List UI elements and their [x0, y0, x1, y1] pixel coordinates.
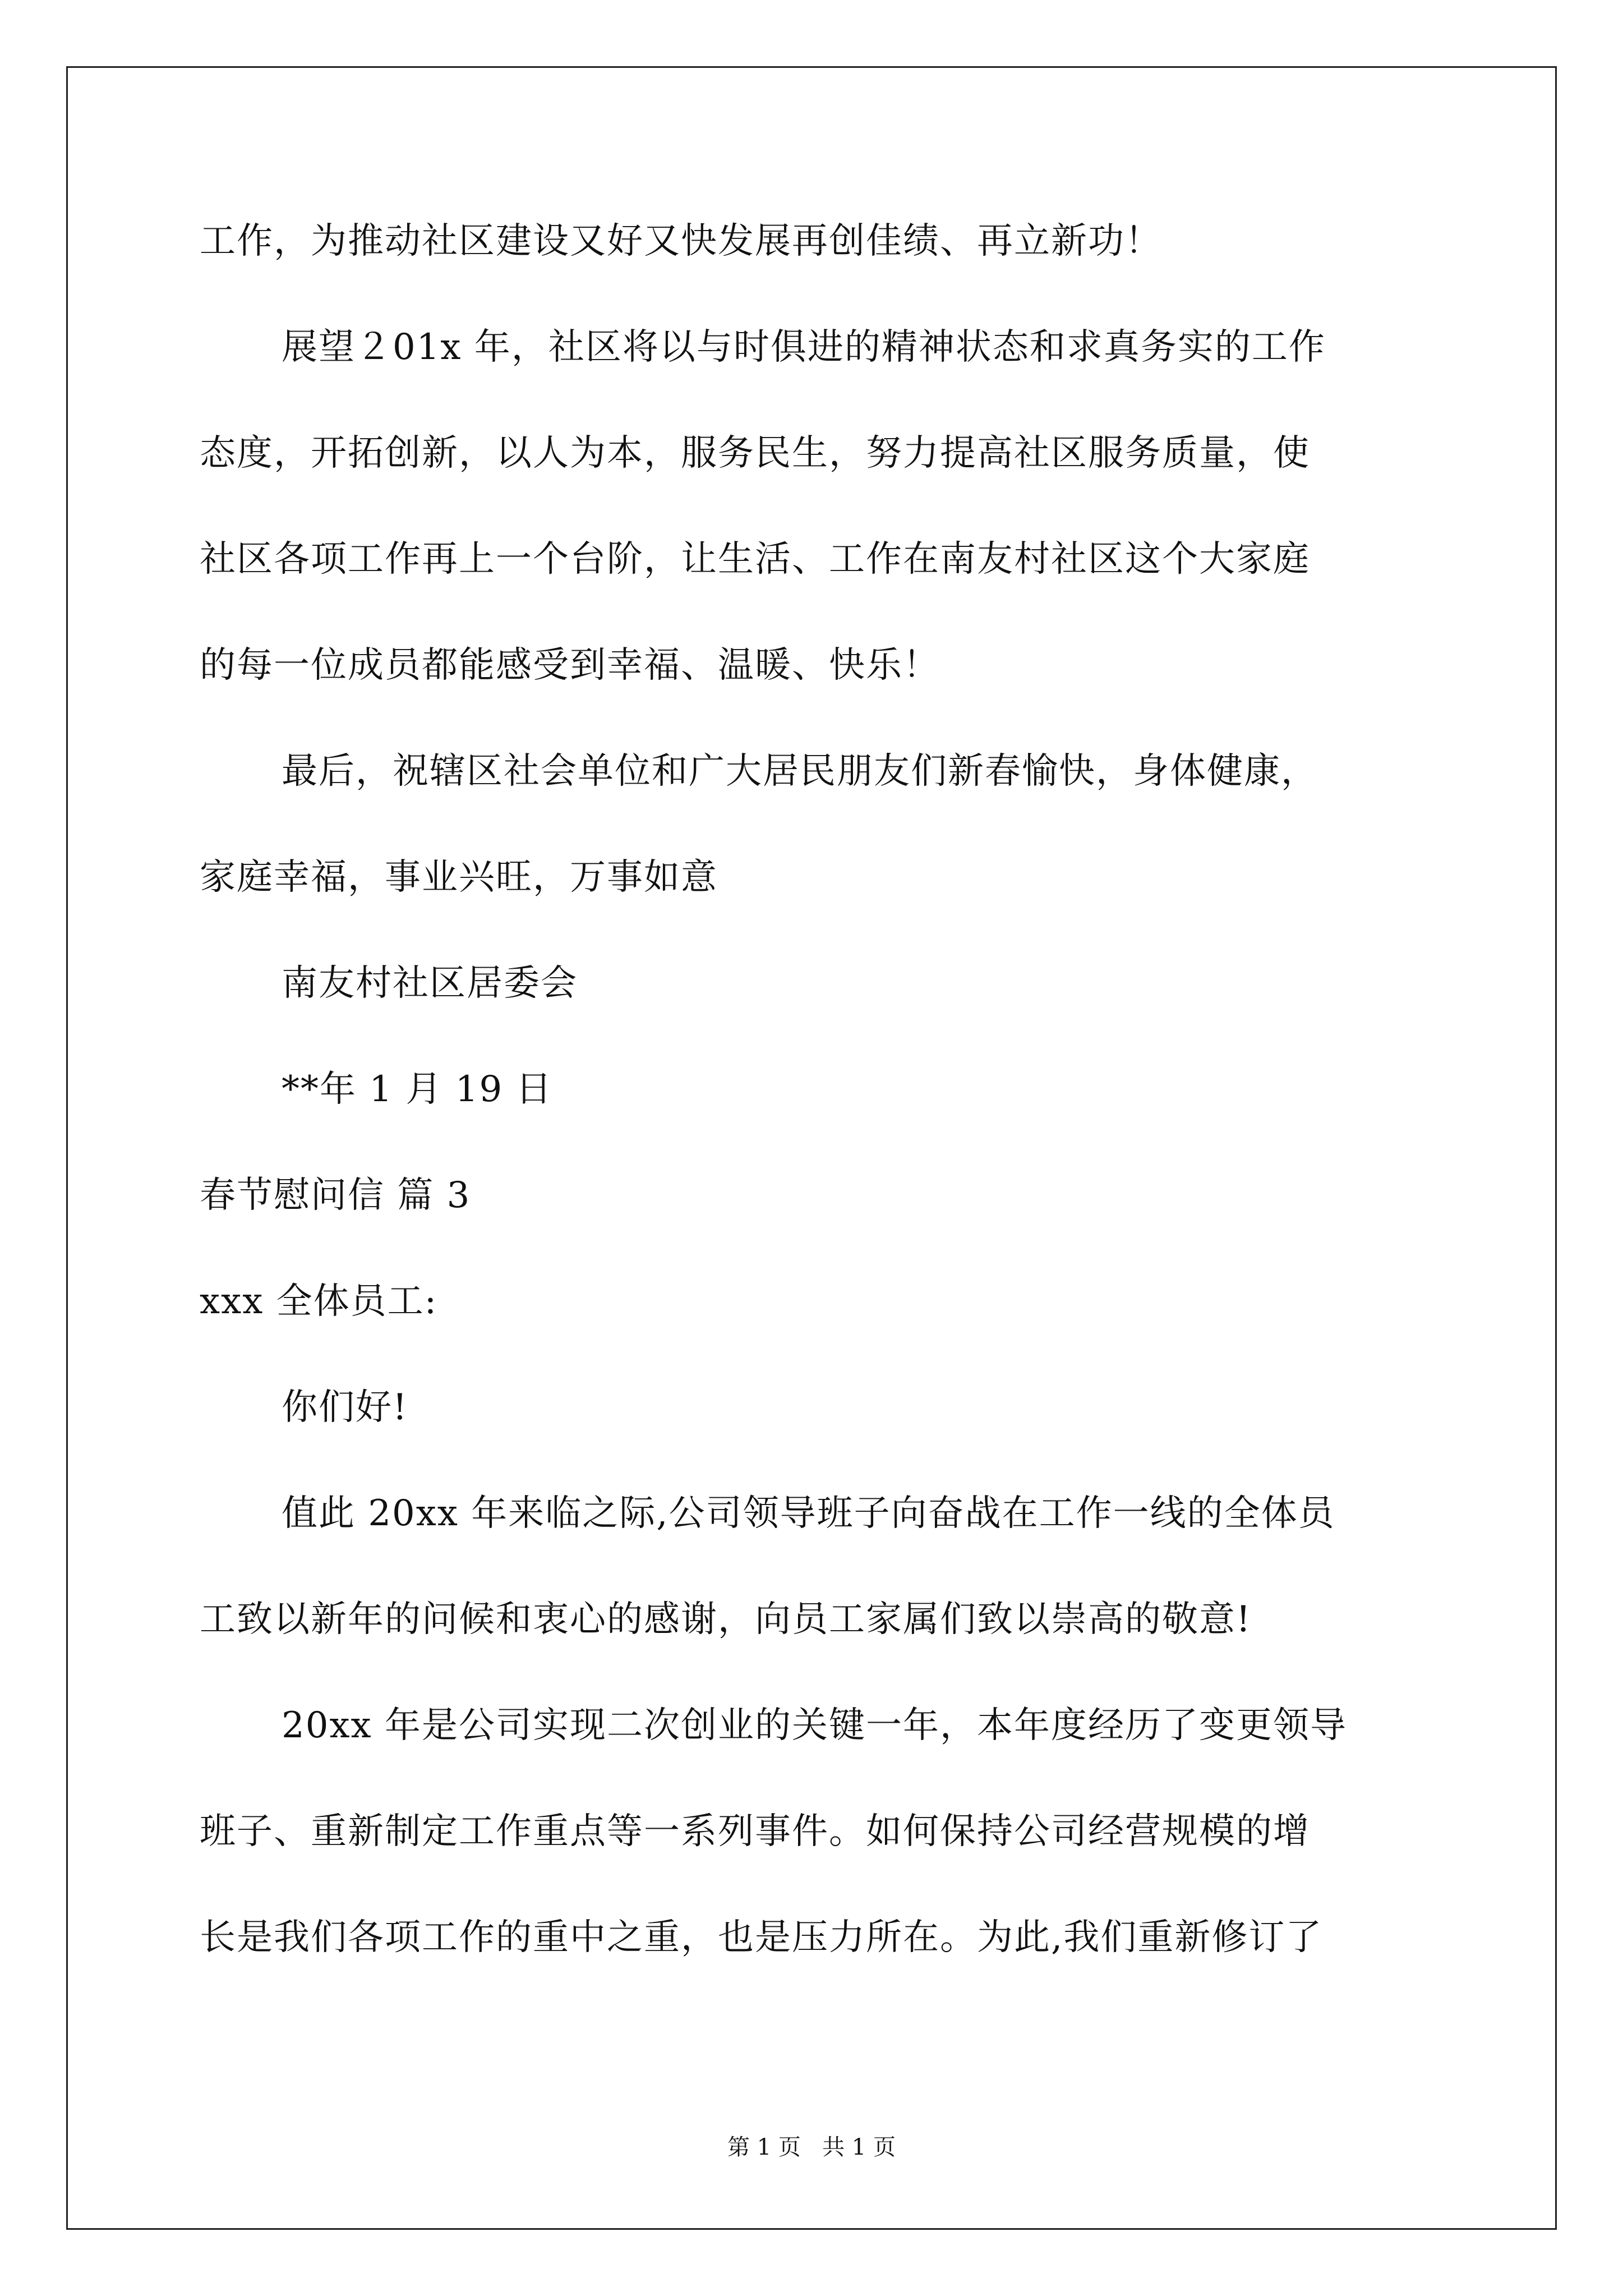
page-border	[66, 66, 1557, 2230]
body-line: 长是我们各项工作的重中之重，也是压力所在。为此,我们重新修订了	[200, 1917, 1323, 1958]
body-line: 态度，开拓创新，以人为本，服务民生，努力提高社区服务质量，使	[200, 432, 1310, 474]
body-line: 家庭幸福，事业兴旺，万事如意	[200, 857, 718, 898]
signature-organization: 南友村社区居委会	[282, 963, 578, 1004]
paragraph-line: 20xx 年是公司实现二次创业的关键一年，本年度经历了变更领导	[282, 1705, 1347, 1746]
greeting: 你们好!	[282, 1387, 408, 1428]
paragraph-line: 最后，祝辖区社会单位和广大居民朋友们新春愉快，身体健康，	[282, 751, 1318, 792]
paragraph-line: 展望２01x 年，社区将以与时俱进的精神状态和求真务实的工作	[282, 326, 1326, 368]
signature-date: **年 1 月 19 日	[282, 1069, 553, 1110]
salutation: xxx 全体员工:	[200, 1281, 438, 1322]
body-line: 社区各项工作再上一个台阶，让生活、工作在南友村社区这个大家庭	[200, 539, 1310, 580]
body-line: 工作，为推动社区建设又好又快发展再创佳绩、再立新功！	[200, 220, 1162, 262]
page-number-footer: 第 1 页 共 1 页	[727, 2134, 896, 2160]
section-heading: 春节慰问信 篇 3	[200, 1175, 471, 1216]
body-line: 工致以新年的问候和衷心的感谢，向员工家属们致以崇高的敬意!	[200, 1599, 1252, 1640]
body-line: 的每一位成员都能感受到幸福、温暖、快乐！	[200, 645, 940, 686]
body-line: 班子、重新制定工作重点等一系列事件。如何保持公司经营规模的增	[200, 1811, 1310, 1852]
paragraph-line: 值此 20xx 年来临之际,公司领导班子向奋战在工作一线的全体员	[282, 1493, 1335, 1534]
